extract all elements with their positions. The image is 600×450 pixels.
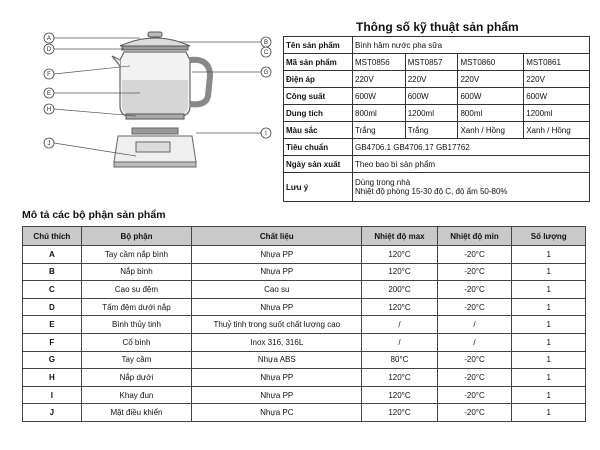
header-cell: Chú thích (23, 227, 82, 246)
table-cell: Nhựa ABS (192, 351, 362, 369)
table-cell: / (437, 316, 512, 334)
spec-row-note (284, 173, 590, 202)
table-cell: -20°C (437, 263, 512, 281)
table-cell: Nhựa PP (192, 246, 362, 264)
table-row (23, 263, 586, 281)
spec-value: 1200ml (524, 105, 590, 122)
table-row (23, 404, 586, 422)
table-cell: G (23, 351, 82, 369)
table-cell: 1 (512, 263, 586, 281)
header-cell: Số lượng (512, 227, 586, 246)
table-cell: Nhựa PP (192, 298, 362, 316)
spec-value: 600W (405, 88, 458, 105)
table-cell: 1 (512, 351, 586, 369)
table-cell: H (23, 369, 82, 387)
spec-value: MST0860 (458, 54, 524, 71)
header-cell: Nhiệt độ max (362, 227, 437, 246)
table-row (23, 386, 586, 404)
parts-title: Mô tả các bộ phận sản phẩm (22, 209, 166, 221)
spec-row-code (284, 54, 590, 71)
table-cell: Thuỷ tinh trong suốt chất lượng cao (192, 316, 362, 334)
table-cell: C (23, 281, 82, 299)
spec-label: Màu sắc (284, 122, 353, 139)
spec-value: 600W (524, 88, 590, 105)
table-cell: Nắp dưới (81, 369, 191, 387)
spec-value: GB4706.1 GB4706.17 GB17762 (353, 139, 590, 156)
spec-row-power (284, 88, 590, 105)
table-cell: 1 (512, 386, 586, 404)
spec-value: Bình hâm nước pha sữa (353, 37, 590, 54)
table-cell: Nhựa PP (192, 369, 362, 387)
table-cell: Nhựa PC (192, 404, 362, 422)
table-row (23, 246, 586, 264)
table-cell: Nắp bình (81, 263, 191, 281)
table-cell: / (362, 316, 437, 334)
table-cell: 80°C (362, 351, 437, 369)
spec-value: Theo bao bì sản phẩm (353, 156, 590, 173)
table-cell: 1 (512, 298, 586, 316)
table-cell: / (437, 333, 512, 351)
table-cell: A (23, 246, 82, 264)
spec-value: 800ml (353, 105, 406, 122)
spec-value: Xanh / Hồng (458, 122, 524, 139)
spec-value: 600W (353, 88, 406, 105)
svg-text:B: B (263, 40, 269, 46)
table-cell: -20°C (437, 351, 512, 369)
table-cell: Cao su đệm (81, 281, 191, 299)
table-cell: 1 (512, 316, 586, 334)
table-row (23, 298, 586, 316)
spec-label: Lưu ý (284, 173, 353, 202)
table-cell: / (362, 333, 437, 351)
parts-table (22, 226, 586, 422)
marker-c (261, 47, 271, 57)
spec-value: 1200ml (405, 105, 458, 122)
table-row (23, 333, 586, 351)
spec-value: 800ml (458, 105, 524, 122)
table-cell: 120°C (362, 246, 437, 264)
table-cell: 1 (512, 369, 586, 387)
header-cell: Nhiệt độ min (437, 227, 512, 246)
marker-a (44, 33, 54, 43)
table-cell: -20°C (437, 386, 512, 404)
marker-d (44, 44, 54, 54)
spec-row-name (284, 37, 590, 54)
svg-text:H: H (46, 107, 52, 113)
spec-value: MST0856 (353, 54, 406, 71)
spec-value: Trắng (405, 122, 458, 139)
spec-row-standard (284, 139, 590, 156)
spec-value: Xanh / Hồng (524, 122, 590, 139)
spec-value: Trắng (353, 122, 406, 139)
spec-label: Tên sản phẩm (284, 37, 353, 54)
table-row (23, 281, 586, 299)
table-cell: -20°C (437, 281, 512, 299)
table-cell: 120°C (362, 369, 437, 387)
table-cell: 200°C (362, 281, 437, 299)
table-cell: 1 (512, 333, 586, 351)
table-cell: 1 (512, 281, 586, 299)
svg-text:A: A (46, 36, 52, 42)
svg-text:C: C (263, 50, 269, 56)
table-cell: -20°C (437, 298, 512, 316)
table-cell: Mặt điều khiển (81, 404, 191, 422)
table-cell: D (23, 298, 82, 316)
spec-label: Dung tích (284, 105, 353, 122)
table-cell: B (23, 263, 82, 281)
marker-b (261, 37, 271, 47)
table-cell: E (23, 316, 82, 334)
marker-h (44, 104, 54, 114)
table-cell: Khay đun (81, 386, 191, 404)
table-cell: Tay cầm nắp bình (81, 246, 191, 264)
table-cell: -20°C (437, 369, 512, 387)
spec-value: 220V (458, 71, 524, 88)
spec-label: Mã sản phẩm (284, 54, 353, 71)
table-cell: 120°C (362, 263, 437, 281)
svg-text:J: J (47, 141, 51, 147)
marker-g (261, 67, 271, 77)
table-cell: J (23, 404, 82, 422)
spec-value: 600W (458, 88, 524, 105)
spec-row-voltage (284, 71, 590, 88)
spec-value: 220V (353, 71, 406, 88)
spec-row-date (284, 156, 590, 173)
table-cell: Cao su (192, 281, 362, 299)
spec-value: 220V (524, 71, 590, 88)
spec-value (353, 173, 590, 202)
table-cell: 1 (512, 404, 586, 422)
spec-label: Ngày sản xuất (284, 156, 353, 173)
svg-text:F: F (47, 72, 51, 78)
spec-title: Thông số kỹ thuật sản phẩm (356, 20, 519, 34)
table-cell: 120°C (362, 404, 437, 422)
table-cell: 120°C (362, 298, 437, 316)
note-line-1: Dùng trong nhà (355, 178, 411, 187)
spec-value: MST0861 (524, 54, 590, 71)
spec-value: MST0857 (405, 54, 458, 71)
spec-label: Điện áp (284, 71, 353, 88)
spec-label: Tiêu chuẩn (284, 139, 353, 156)
table-cell: -20°C (437, 246, 512, 264)
table-cell: Nhựa PP (192, 386, 362, 404)
table-cell: -20°C (437, 404, 512, 422)
table-cell: F (23, 333, 82, 351)
note-line-2: Nhiệt độ phòng 15-30 độ C, độ ẩm 50-80% (355, 187, 508, 196)
marker-f (44, 69, 54, 79)
table-row (23, 316, 586, 334)
table-row (23, 351, 586, 369)
spec-value: 220V (405, 71, 458, 88)
svg-text:I: I (265, 131, 267, 137)
table-cell: 1 (512, 246, 586, 264)
base-illustration (114, 128, 196, 167)
header-cell: Chất liệu (192, 227, 362, 246)
table-cell: Tấm đệm dưới nắp (81, 298, 191, 316)
table-cell: Bình thủy tinh (81, 316, 191, 334)
parts-header-row (23, 227, 586, 246)
table-cell: 120°C (362, 386, 437, 404)
table-cell: Tay cầm (81, 351, 191, 369)
spec-label: Công suất (284, 88, 353, 105)
table-row (23, 369, 586, 387)
marker-j (44, 138, 54, 148)
kettle-illustration (112, 52, 210, 119)
header-cell: Bộ phận (81, 227, 191, 246)
svg-text:E: E (46, 91, 52, 97)
svg-text:G: G (263, 70, 269, 76)
table-cell: Inox 316, 316L (192, 333, 362, 351)
marker-i (261, 128, 271, 138)
table-cell: Cổ bình (81, 333, 191, 351)
spec-table (283, 36, 590, 202)
marker-e (44, 88, 54, 98)
table-cell: I (23, 386, 82, 404)
lid-illustration (120, 32, 190, 50)
table-cell: Nhựa PP (192, 263, 362, 281)
svg-text:D: D (46, 47, 52, 53)
product-diagram (40, 20, 275, 200)
spec-row-color (284, 122, 590, 139)
spec-row-capacity (284, 105, 590, 122)
